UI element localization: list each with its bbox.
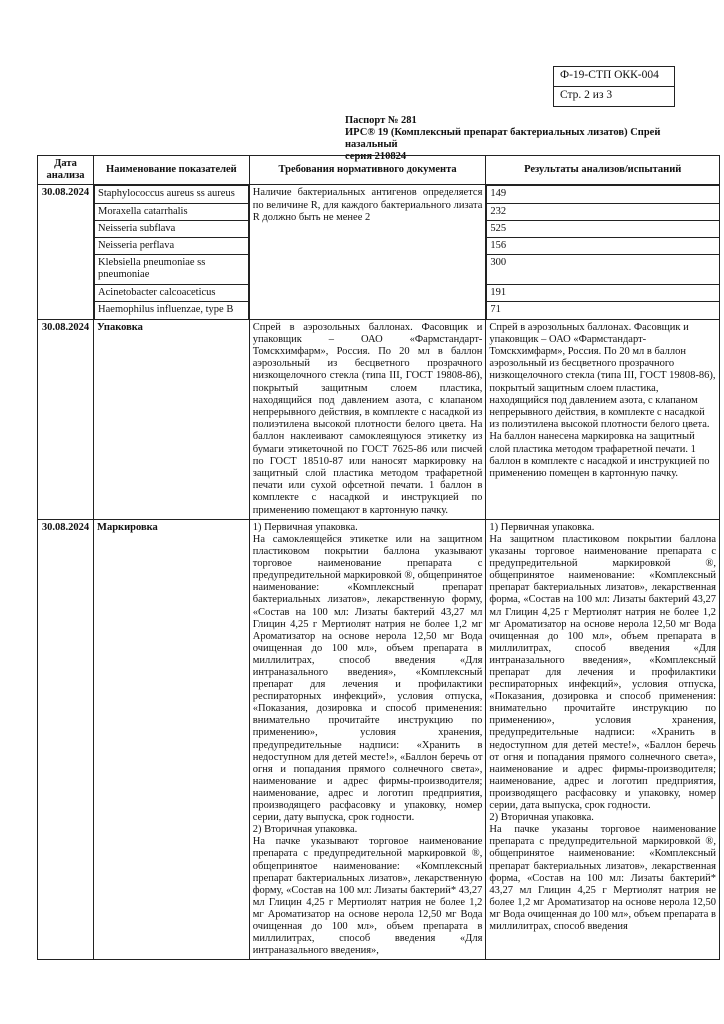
primary-packaging-heading: 1) Первичная упаковка. <box>489 521 595 533</box>
table-row-packaging <box>38 319 720 519</box>
antigen-value: 525 <box>487 220 719 237</box>
antigen-name: Klebsiella pneumoniae ss pneumoniae <box>95 255 249 285</box>
antigen-name: Acinetobacter calcoaceticus <box>95 285 249 302</box>
page-number: Стр. 2 из 3 <box>554 86 674 106</box>
packaging-result: Спрей в аэрозольных баллонах. Фасовщик и упаковщик – ОАО «Фармстандарт-Томскхимфарм», Россия. По 20 мл в баллон аэрозольный из бесцветного прозрачного низкощелочного стекла (типа III, ГОСТ 19808-86), покрытый защитным слоем пластика, находящийся под давлением азота, с клапаном непрерывного действия, в комплекте с насадкой из полиэтилена высокой плотности белого цвета. На баллон нанесена маркировка на защитный слой пластика методом трафаретной печати. 1 баллон в комплекте с насадкой и инструкцией по применению помещен в картонную пачку. <box>486 319 720 519</box>
secondary-packaging-heading: 2) Вторичная упаковка. <box>252 824 358 836</box>
form-code: Ф-19-СТП ОКК-004 <box>560 69 659 81</box>
indicator-name: Упаковка <box>94 319 250 519</box>
column-header-results: Результаты анализов/испытаний <box>486 156 720 185</box>
table-row-antigens <box>38 185 720 319</box>
column-header-requirements: Требования нормативного документа <box>249 156 486 185</box>
antigen-value: 149 <box>487 186 719 203</box>
analysis-table <box>37 155 720 960</box>
antigen-value: 191 <box>487 285 719 302</box>
analysis-date: 30.08.2024 <box>38 519 94 959</box>
antigen-results-cell <box>486 185 720 319</box>
secondary-packaging-text: На пачке указывают торговое наименование препарата с предупредительной маркировкой ®, общепринятое наименование: «Комплексный препарат бактериальных лизатов», лекарственную форму, «Состав на 100 мл: Лизаты бактерий* 43,27 мл Глицин 4,25 г Мертиолят натрия не более 1,2 мг Ароматизатор на основе нерола 12,50 мг Вода очищенная до 100 мл», объем препарата в миллилитрах, способ введения «Для интраназального введения», <box>252 836 483 957</box>
antigen-value: 71 <box>487 302 719 319</box>
analysis-date: 30.08.2024 <box>38 319 94 519</box>
form-code-box <box>553 66 675 107</box>
analysis-date: 30.08.2024 <box>38 185 94 319</box>
product-title: ИРС® 19 (Комплексный препарат бактериальных лизатов) Спрей назальный <box>345 127 661 150</box>
indicator-name: Маркировка <box>94 519 250 959</box>
secondary-packaging-text: На пачке указаны торговое наименование препарата с предупредительной маркировкой ®, общепринятое наименование: «Комплексный препарат бактериальных лизатов», лекарственная форма, «Состав на 100 мл: Лизаты бактерий* 43,27 мл Глицин 4,25 г Мертиолят натрия не более 1,2 мг Ароматизатор на основе нерола 12,50 мг Вода очищенная до 100 мл», объем препарата в миллилитрах, способ введения <box>489 824 716 932</box>
primary-packaging-text: На самоклеящейся этикетке или на защитном пластиковом покрытии баллона указывают торговое наименование препарата с предупредительной маркировкой ®, общепринятое наименование: «Комплексный препарат бактериальных лизатов», лекарственную форму, «Состав на 100 мл: Лизаты бактерий 43,27 мл Глицин 4,25 г Мертиолят натрия не более 1,2 мг Ароматизатор на основе нерола 12,50 мг Вода очищенная до 100 мл», объем препарата в миллилитрах, способ введения «Для интраназального введения», «Комплексный препарат для лечения и профилактики респираторных инфекций», условия отпуска, «Показания, дозировка и способ применения: внимательно прочитайте инструкцию по применению», условия хранения, предупредительные надписи: «Хранить в недоступном для детей месте!», «Баллон беречь от огня и попадания прямого солнечного света», наименование и адрес фирмы-производителя; наименование, адрес и логотип предприятия, производящего расфасовку и упаковку, номер серии, дату выпуска, срок годности. <box>252 533 483 824</box>
antigen-names-cell <box>94 185 250 319</box>
column-header-date: Дата анализа <box>38 156 94 185</box>
antigen-requirement: Наличие бактериальных антигенов определяется по величине R, для каждого бактериального лизата R должно быть не менее 2 <box>249 185 486 319</box>
primary-packaging-heading: 1) Первичная упаковка. <box>252 521 358 533</box>
antigen-name: Moraxella catarrhalis <box>95 203 249 220</box>
marking-requirement <box>249 519 486 959</box>
batch-number: серия 210824 <box>345 151 407 162</box>
antigen-value: 156 <box>487 238 719 255</box>
antigen-name: Haemophilus influenzae, type B <box>95 302 249 319</box>
antigen-name: Staphylococcus aureus ss aureus <box>95 186 249 203</box>
antigen-name: Neisseria subflava <box>95 220 249 237</box>
passport-number: Паспорт № 281 <box>345 115 417 126</box>
table-row-marking <box>38 519 720 959</box>
secondary-packaging-heading: 2) Вторичная упаковка. <box>489 812 594 824</box>
antigen-value: 232 <box>487 203 719 220</box>
antigen-name: Neisseria perflava <box>95 238 249 255</box>
column-header-name: Наименование показателей <box>94 156 250 185</box>
antigen-value: 300 <box>487 255 719 285</box>
marking-result <box>486 519 720 959</box>
primary-packaging-text: На защитном пластиковом покрытии баллона указаны торговое наименование препарата с предупредительной маркировкой ®, общепринятое наименование: «Комплексный препарат бактериальных лизатов», лекарственная форма, «Состав на 100 мл: Лизаты бактерий 43,27 мл Глицин 4,25 г Мертиолят натрия не более 1,2 мг Ароматизатор на основе нерола 12,50 мг Вода очищенная до 100 мл», объем препарата в миллилитрах, способ введения «Для интраназального введения», «Комплексный препарат для лечения и профилактики респираторных инфекций», условия отпуска, «Показания, дозировка и способ применения: внимательно прочитайте инструкцию по применению», условия хранения, предупредительные надписи: «Хранить в недоступном для детей месте!», «Баллон беречь от огня и попадания прямого солнечного света», наименование и адрес фирмы-производителя; наименование, адрес и логотип предприятия, производящего расфасовку и упаковку, номер серии, дата выпуска, срок годности. <box>489 533 716 812</box>
table-header-row <box>38 156 720 185</box>
packaging-requirement: Спрей в аэрозольных баллонах. Фасовщик и упаковщик – ОАО «Фармстандарт-Томскхимфарм», Россия. По 20 мл в баллон аэрозольный из бесцветного прозрачного низкощелочного стекла (типа III, ГОСТ 19808-86), покрытый защитным слоем пластика, находящийся под давлением азота, с клапаном непрерывного действия, в комплекте с насадкой из полиэтилена высокой плотности белого цвета. На баллон наклеивают самоклеящуюся этикетку из бумаги этикеточной по ГОСТ 7625-86 или писчей по ГОСТ 18510-87 или наносят маркировку на защитный слой пластика методом трафаретной печати или сухой офсетной печати. 1 баллон в комплекте с насадкой и инструкцией по применению помещают в картонную пачку. <box>249 319 486 519</box>
